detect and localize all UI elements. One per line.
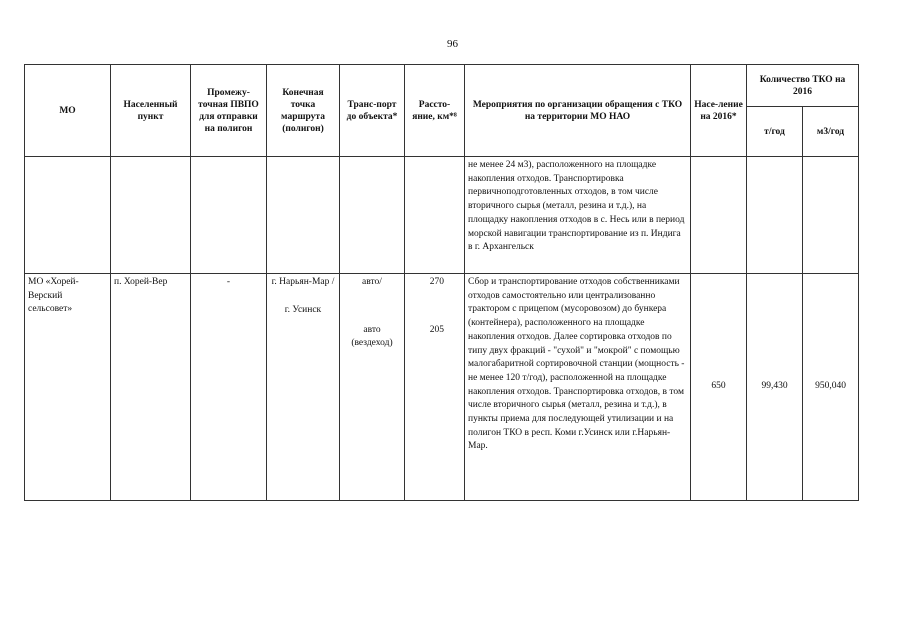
cell-mo: МО «Хорей-Верский сельсовет» xyxy=(25,274,111,501)
tko-table xyxy=(24,64,859,501)
cell-measures: Сбор и транспортирование отходов собственниками отходов самостоятельно или централизованно трактором с прицепом (мусоровозом) до бункера (контейнера), расположенного на площадке накопления отходов. Далее сортировка отходов по типу двух фракций - "сухой" и "мокрой" с помощью малогабаритной сортировочной станции (мощность - не менее 120 т/год), расположенной на площадке накопления отходов. Транспортировка отходов, в том числе вторичного сырья (металл, резина и т.д.), в пункты приема для последующей утилизации и на полигон ТКО в респ. Коми г.Усинск или г.Нарьян-Мар. xyxy=(465,274,691,501)
cell-tko-tons: 99,430 xyxy=(747,274,803,501)
cell-tko-m3: 950,040 xyxy=(803,274,859,501)
table-row-continued xyxy=(25,157,859,274)
cell-empty xyxy=(111,157,191,274)
cell-empty xyxy=(747,157,803,274)
header-final-point: Конечная точка маршрута (полигон) xyxy=(267,65,340,157)
header-transport: Транс-порт до объекта* xyxy=(340,65,405,157)
transport-2: авто (вездеход) xyxy=(351,324,393,349)
cell-population: 650 xyxy=(691,274,747,501)
header-tko-quantity: Количество ТКО на 2016 xyxy=(747,65,859,107)
header-population: Насе-ление на 2016* xyxy=(691,65,747,157)
header-distance: Рассто-яние, км*⁸ xyxy=(405,65,465,157)
cell-empty xyxy=(405,157,465,274)
header-measures: Мероприятия по организации обращения с ТКО на территории МО НАО xyxy=(465,65,691,157)
page-number: 96 xyxy=(447,38,458,50)
table-row xyxy=(25,274,859,501)
cell-transport xyxy=(340,274,405,501)
cell-measures-continued: не менее 24 м3), расположенного на площадке накопления отходов. Транспортировка первичноподготовленных отходов, в том числе вторичного сырья (металл, резина и т.д.), на площадку накопления отходов в с. Несь или в период морской навигации транспортирование из п. Индига в г. Архангельск xyxy=(465,157,691,274)
cell-final-point xyxy=(267,274,340,501)
header-row xyxy=(25,65,859,107)
header-intermediate-point: Промежу-точная ПВПО для отправки на полигон xyxy=(191,65,267,157)
cell-empty xyxy=(340,157,405,274)
cell-empty xyxy=(691,157,747,274)
header-tko-tons: т/год xyxy=(747,107,803,157)
header-settlement: Населенный пункт xyxy=(111,65,191,157)
header-tko-m3: м3/год xyxy=(803,107,859,157)
distance-2: 205 xyxy=(429,324,444,335)
transport-1: авто/ xyxy=(362,277,382,287)
cell-intermediate-point: - xyxy=(191,274,267,501)
cell-settlement: п. Хорей-Вер xyxy=(111,274,191,501)
cell-empty xyxy=(267,157,340,274)
header-mo: МО xyxy=(25,65,111,157)
final-point-2: г. Усинск xyxy=(284,304,322,315)
final-point-1: г. Нарьян-Мар / xyxy=(271,277,335,287)
cell-distance xyxy=(405,274,465,501)
cell-empty xyxy=(191,157,267,274)
cell-empty xyxy=(803,157,859,274)
distance-1: 270 xyxy=(429,277,444,287)
cell-empty xyxy=(25,157,111,274)
